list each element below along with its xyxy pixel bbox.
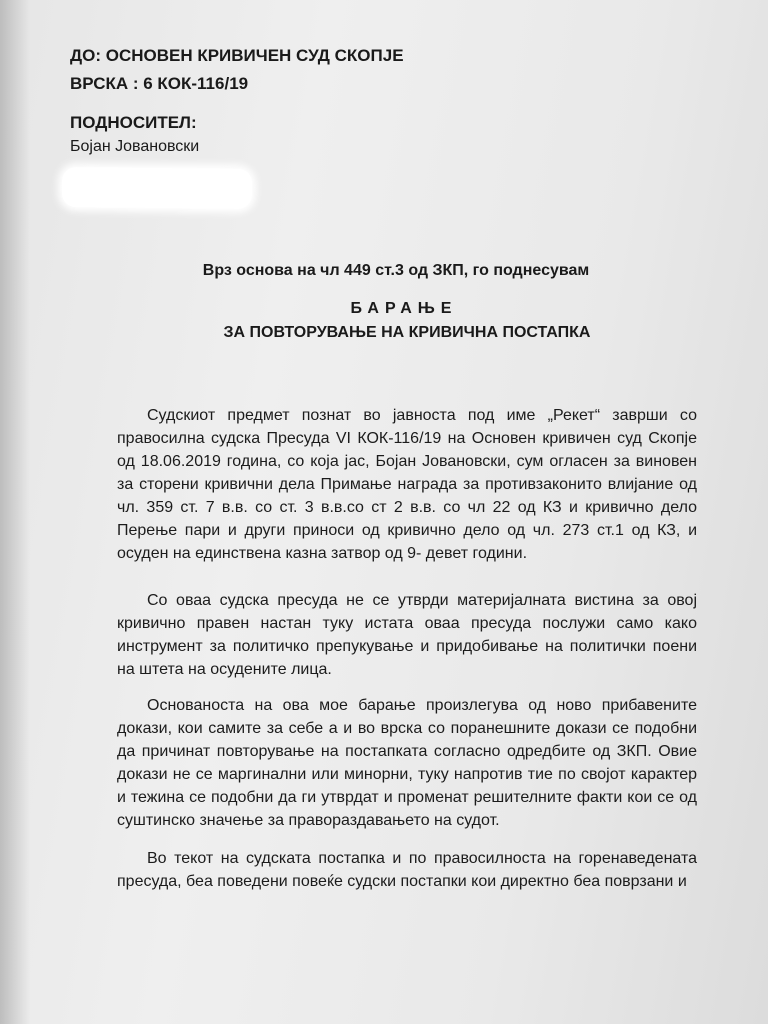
page-shadow	[0, 0, 30, 1024]
document-title: БАРАЊЕ	[350, 300, 458, 317]
submitter-label: ПОДНОСИТЕЛ:	[70, 113, 197, 132]
submitter-name: Бојан Јовановски	[70, 138, 200, 155]
redacted-area	[62, 167, 252, 209]
document-subtitle: ЗА ПОВТОРУВАЊЕ НА КРИВИЧНА ПОСТАПКА	[223, 324, 591, 341]
paragraph-2: Со оваа судска пресуда не се утврди материјалната вистина за овој кривично правен настан туку истата оваа пресуда послужи само како инструмент за политичко препукување и придобивање на политички поени на штета на осудените лица.	[117, 592, 697, 678]
document-header	[70, 46, 404, 102]
addressee-line: ДО: ОСНОВЕН КРИВИЧЕН СУД СКОПЈЕ	[70, 46, 404, 65]
reference-line: ВРСКА : 6 КОК-116/19	[70, 74, 249, 93]
paragraph-1: Судскиот предмет познат во јавноста под име „Рекет“ заврши со правосилна судска Пресуда VI КОК-116/19 на Основен кривичен суд Скопје од 18.06.2019 година, со која јас, Бојан Јовановски, сум огласен за виновен за сторени кривични дела Примање награда за противзаконито влијание од чл. 359 ст. 7 в.в. со ст. 3 в.в.со ст 2 в.в. со чл 22 од КЗ и кривично дело Перење пари и други приноси од кривично дело од чл. 273 ст.1 од КЗ, и осуден на единствена казна затвор од 9- девет години.	[117, 407, 697, 562]
legal-basis-line: Врз основа на чл 449 ст.3 од ЗКП, го поднесувам	[202, 262, 590, 279]
paragraph-4: Во текот на судската постапка и по правосилноста на горенаведената пресуда, беа поведени повеќе судски постапки кои директно беа поврзани и	[117, 850, 697, 890]
paragraph-3: Основаноста на ова мое барање произлегува од ново прибавените докази, кои самите за себе а и во врска со поранешните докази се подобни да причинат повторување на постапката согласно одредбите од ЗКП. Овие докази не се маргинални или минорни, туку напротив тие по својот карактер и тежина се подобни да ги утврдат и променат решителните факти кои се од суштинско значење за правораздавањето на судот.	[117, 697, 697, 829]
